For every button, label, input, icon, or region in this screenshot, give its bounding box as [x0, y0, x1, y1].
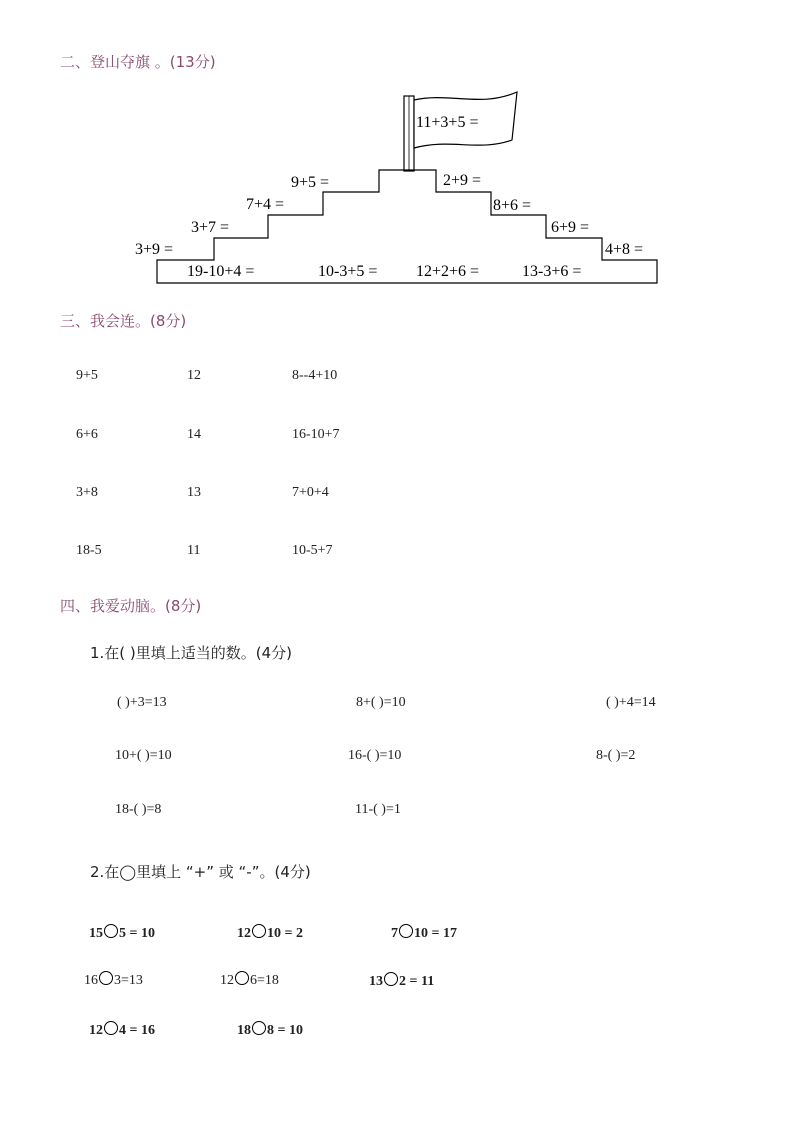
sign-item[interactable]: [237, 924, 303, 942]
fill-blank-item[interactable]: 11-( )=1: [355, 802, 401, 817]
signs-title: 2.在◯里填上 “+” 或 “-”。(4分): [90, 863, 311, 881]
connect-col2-item: 11: [187, 543, 201, 558]
sign-right: 2 = 11: [399, 974, 435, 989]
circle-blank[interactable]: [235, 971, 249, 985]
sign-right: 4 = 16: [119, 1023, 155, 1038]
base-eq-1: 19-10+4 =: [187, 263, 255, 280]
connect-col3-item: 7+0+4: [292, 485, 329, 500]
circle-blank[interactable]: [99, 971, 113, 985]
sign-left: 18: [237, 1023, 251, 1038]
sign-right: 10 = 17: [414, 926, 457, 941]
sign-right: 10 = 2: [267, 926, 303, 941]
circle-blank[interactable]: [384, 972, 398, 986]
sign-item[interactable]: [237, 1021, 303, 1039]
step-left-1: 9+5 =: [291, 174, 330, 191]
sign-right: 8 = 10: [267, 1023, 303, 1038]
sign-left: 16: [84, 973, 98, 988]
base-eq-3: 12+2+6 =: [416, 263, 480, 280]
step-right-4: 4+8 =: [605, 241, 644, 258]
fill-blank-item[interactable]: ( )+3=13: [117, 695, 167, 710]
base-eq-4: 13-3+6 =: [522, 263, 582, 280]
fill-blank-item[interactable]: 8+( )=10: [356, 695, 406, 710]
flag-equation: 11+3+5 =: [416, 114, 479, 131]
circle-blank[interactable]: [104, 924, 118, 938]
connect-col3-item: 16-10+7: [292, 427, 340, 442]
sign-item[interactable]: [369, 972, 434, 990]
fill-blank-item[interactable]: 16-( )=10: [348, 748, 402, 763]
sign-left: 7: [391, 926, 398, 941]
connect-col3-item: 10-5+7: [292, 543, 333, 558]
sign-left: 13: [369, 974, 383, 989]
circle-blank[interactable]: [252, 1021, 266, 1035]
fill-blank-item[interactable]: 10+( )=10: [115, 748, 172, 763]
connect-col1-item: 9+5: [76, 368, 98, 383]
base-eq-2: 10-3+5 =: [318, 263, 378, 280]
fill-blank-item[interactable]: ( )+4=14: [606, 695, 656, 710]
circle-blank[interactable]: [399, 924, 413, 938]
sign-item[interactable]: [89, 1021, 155, 1039]
fill-blank-item[interactable]: 8-( )=2: [596, 748, 636, 763]
sign-left: 12: [237, 926, 251, 941]
section-4-title: 四、我爱动脑。(8分): [60, 597, 202, 615]
step-right-1: 2+9 =: [443, 172, 482, 189]
mountain-stairs-diagram: [0, 0, 793, 300]
connect-col2-item: 13: [187, 485, 201, 500]
step-right-2: 8+6 =: [493, 197, 532, 214]
connect-col2-item: 12: [187, 368, 201, 383]
circle-blank[interactable]: [252, 924, 266, 938]
sign-item[interactable]: [391, 924, 457, 942]
sign-item[interactable]: [89, 924, 155, 942]
connect-col1-item: 18-5: [76, 543, 102, 558]
sign-right: 5 = 10: [119, 926, 155, 941]
sign-item[interactable]: [220, 971, 279, 989]
section-2-title: 二、登山夺旗 。(13分): [60, 53, 216, 71]
fill-blank-item[interactable]: 18-( )=8: [115, 802, 162, 817]
circle-blank[interactable]: [104, 1021, 118, 1035]
section-3-title: 三、我会连。(8分): [60, 312, 187, 330]
sign-right: 6=18: [250, 973, 279, 988]
step-left-3: 3+7 =: [191, 219, 230, 236]
sign-left: 12: [220, 973, 234, 988]
sign-left: 12: [89, 1023, 103, 1038]
connect-col3-item: 8--4+10: [292, 368, 338, 383]
sign-left: 15: [89, 926, 103, 941]
connect-col1-item: 6+6: [76, 427, 98, 442]
sign-right: 3=13: [114, 973, 143, 988]
step-right-3: 6+9 =: [551, 219, 590, 236]
connect-col2-item: 14: [187, 427, 201, 442]
step-left-4: 3+9 =: [135, 241, 174, 258]
connect-col1-item: 3+8: [76, 485, 98, 500]
sign-item[interactable]: [84, 971, 143, 989]
step-left-2: 7+4 =: [246, 196, 285, 213]
fill-blank-title: 1.在( )里填上适当的数。(4分): [90, 644, 293, 662]
